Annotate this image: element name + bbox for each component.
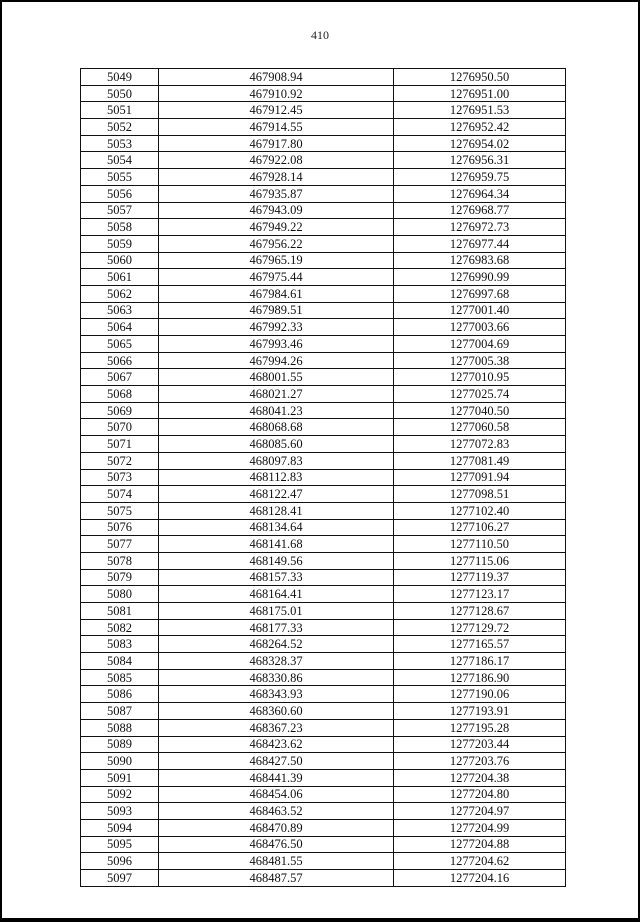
y-coordinate-cell: 1277204.88: [394, 836, 566, 853]
point-number-cell: 5075: [81, 502, 159, 519]
table-row: [81, 819, 566, 836]
table-row: [81, 369, 566, 386]
x-coordinate-cell: 468175.01: [159, 603, 394, 620]
point-number-cell: 5073: [81, 469, 159, 486]
x-coordinate-cell: 468423.62: [159, 736, 394, 753]
y-coordinate-cell: 1277203.76: [394, 753, 566, 770]
y-coordinate-cell: 1276956.31: [394, 152, 566, 169]
table-row: [81, 719, 566, 736]
table-row: [81, 285, 566, 302]
point-number-cell: 5064: [81, 319, 159, 336]
x-coordinate-cell: 467917.80: [159, 135, 394, 152]
document-page: [2, 2, 638, 918]
y-coordinate-cell: 1276977.44: [394, 235, 566, 252]
table-row: [81, 870, 566, 887]
table-row: [81, 486, 566, 503]
point-number-cell: 5054: [81, 152, 159, 169]
x-coordinate-cell: 467994.26: [159, 352, 394, 369]
page-number: 410: [311, 28, 329, 42]
point-number-cell: 5059: [81, 235, 159, 252]
y-coordinate-cell: 1277081.49: [394, 452, 566, 469]
point-number-cell: 5049: [81, 69, 159, 86]
y-coordinate-cell: 1277186.17: [394, 653, 566, 670]
point-number-cell: 5071: [81, 436, 159, 453]
point-number-cell: 5053: [81, 135, 159, 152]
table-row: [81, 502, 566, 519]
point-number-cell: 5081: [81, 603, 159, 620]
table-row: [81, 803, 566, 820]
x-coordinate-cell: 467910.92: [159, 85, 394, 102]
y-coordinate-cell: 1277040.50: [394, 402, 566, 419]
x-coordinate-cell: 467912.45: [159, 102, 394, 119]
point-number-cell: 5066: [81, 352, 159, 369]
point-number-cell: 5084: [81, 653, 159, 670]
x-coordinate-cell: 467989.51: [159, 302, 394, 319]
y-coordinate-cell: 1277098.51: [394, 486, 566, 503]
point-number-cell: 5052: [81, 119, 159, 136]
y-coordinate-cell: 1277204.62: [394, 853, 566, 870]
point-number-cell: 5070: [81, 419, 159, 436]
y-coordinate-cell: 1277204.38: [394, 769, 566, 786]
table-row: [81, 636, 566, 653]
x-coordinate-cell: 467992.33: [159, 319, 394, 336]
x-coordinate-cell: 468360.60: [159, 703, 394, 720]
table-row: [81, 269, 566, 286]
y-coordinate-cell: 1277129.72: [394, 619, 566, 636]
table-row: [81, 686, 566, 703]
y-coordinate-cell: 1277001.40: [394, 302, 566, 319]
point-number-cell: 5088: [81, 719, 159, 736]
x-coordinate-cell: 468367.23: [159, 719, 394, 736]
table-row: [81, 586, 566, 603]
x-coordinate-cell: 467949.22: [159, 219, 394, 236]
point-number-cell: 5065: [81, 336, 159, 353]
point-number-cell: 5083: [81, 636, 159, 653]
point-number-cell: 5057: [81, 202, 159, 219]
y-coordinate-cell: 1276959.75: [394, 169, 566, 186]
table-row: [81, 853, 566, 870]
y-coordinate-cell: 1276972.73: [394, 219, 566, 236]
table-row: [81, 569, 566, 586]
x-coordinate-cell: 468441.39: [159, 769, 394, 786]
table-row: [81, 252, 566, 269]
table-row: [81, 135, 566, 152]
x-coordinate-cell: 468149.56: [159, 552, 394, 569]
x-coordinate-cell: 467956.22: [159, 235, 394, 252]
x-coordinate-cell: 468068.68: [159, 419, 394, 436]
x-coordinate-cell: 467993.46: [159, 336, 394, 353]
x-coordinate-cell: 468134.64: [159, 519, 394, 536]
table-row: [81, 119, 566, 136]
point-number-cell: 5082: [81, 619, 159, 636]
table-row: [81, 619, 566, 636]
y-coordinate-cell: 1277060.58: [394, 419, 566, 436]
table-row: [81, 85, 566, 102]
x-coordinate-cell: 467922.08: [159, 152, 394, 169]
table-row: [81, 552, 566, 569]
table-row: [81, 519, 566, 536]
table-row: [81, 436, 566, 453]
coordinates-table-body: [81, 69, 566, 887]
y-coordinate-cell: 1276951.53: [394, 102, 566, 119]
y-coordinate-cell: 1277005.38: [394, 352, 566, 369]
point-number-cell: 5094: [81, 819, 159, 836]
x-coordinate-cell: 468463.52: [159, 803, 394, 820]
point-number-cell: 5060: [81, 252, 159, 269]
y-coordinate-cell: 1277190.06: [394, 686, 566, 703]
x-coordinate-cell: 468470.89: [159, 819, 394, 836]
table-row: [81, 736, 566, 753]
x-coordinate-cell: 468112.83: [159, 469, 394, 486]
table-row: [81, 235, 566, 252]
x-coordinate-cell: 468164.41: [159, 586, 394, 603]
point-number-cell: 5090: [81, 753, 159, 770]
y-coordinate-cell: 1276950.50: [394, 69, 566, 86]
y-coordinate-cell: 1276954.02: [394, 135, 566, 152]
y-coordinate-cell: 1277072.83: [394, 436, 566, 453]
x-coordinate-cell: 468343.93: [159, 686, 394, 703]
y-coordinate-cell: 1277204.80: [394, 786, 566, 803]
point-number-cell: 5089: [81, 736, 159, 753]
point-number-cell: 5076: [81, 519, 159, 536]
point-number-cell: 5096: [81, 853, 159, 870]
y-coordinate-cell: 1277195.28: [394, 719, 566, 736]
x-coordinate-cell: 468085.60: [159, 436, 394, 453]
point-number-cell: 5055: [81, 169, 159, 186]
y-coordinate-cell: 1277091.94: [394, 469, 566, 486]
coordinates-table: [80, 68, 566, 887]
x-coordinate-cell: 467914.55: [159, 119, 394, 136]
point-number-cell: 5087: [81, 703, 159, 720]
y-coordinate-cell: 1277102.40: [394, 502, 566, 519]
y-coordinate-cell: 1277204.97: [394, 803, 566, 820]
table-row: [81, 152, 566, 169]
y-coordinate-cell: 1277204.16: [394, 870, 566, 887]
x-coordinate-cell: 467928.14: [159, 169, 394, 186]
table-row: [81, 202, 566, 219]
y-coordinate-cell: 1277123.17: [394, 586, 566, 603]
y-coordinate-cell: 1277119.37: [394, 569, 566, 586]
x-coordinate-cell: 468021.27: [159, 386, 394, 403]
x-coordinate-cell: 467943.09: [159, 202, 394, 219]
table-row: [81, 753, 566, 770]
point-number-cell: 5072: [81, 452, 159, 469]
x-coordinate-cell: 467984.61: [159, 285, 394, 302]
point-number-cell: 5092: [81, 786, 159, 803]
x-coordinate-cell: 468481.55: [159, 853, 394, 870]
table-row: [81, 786, 566, 803]
point-number-cell: 5067: [81, 369, 159, 386]
point-number-cell: 5095: [81, 836, 159, 853]
y-coordinate-cell: 1277203.44: [394, 736, 566, 753]
point-number-cell: 5093: [81, 803, 159, 820]
table-row: [81, 653, 566, 670]
point-number-cell: 5058: [81, 219, 159, 236]
y-coordinate-cell: 1277106.27: [394, 519, 566, 536]
table-row: [81, 402, 566, 419]
x-coordinate-cell: 468041.23: [159, 402, 394, 419]
y-coordinate-cell: 1277003.66: [394, 319, 566, 336]
point-number-cell: 5050: [81, 85, 159, 102]
x-coordinate-cell: 468001.55: [159, 369, 394, 386]
x-coordinate-cell: 468264.52: [159, 636, 394, 653]
x-coordinate-cell: 468177.33: [159, 619, 394, 636]
point-number-cell: 5085: [81, 669, 159, 686]
point-number-cell: 5080: [81, 586, 159, 603]
point-number-cell: 5079: [81, 569, 159, 586]
y-coordinate-cell: 1277110.50: [394, 536, 566, 553]
point-number-cell: 5069: [81, 402, 159, 419]
table-row: [81, 669, 566, 686]
x-coordinate-cell: 468141.68: [159, 536, 394, 553]
table-row: [81, 386, 566, 403]
x-coordinate-cell: 468328.37: [159, 653, 394, 670]
table-row: [81, 102, 566, 119]
point-number-cell: 5062: [81, 285, 159, 302]
point-number-cell: 5077: [81, 536, 159, 553]
x-coordinate-cell: 468476.50: [159, 836, 394, 853]
x-coordinate-cell: 468128.41: [159, 502, 394, 519]
table-row: [81, 319, 566, 336]
table-row: [81, 703, 566, 720]
x-coordinate-cell: 468097.83: [159, 452, 394, 469]
x-coordinate-cell: 467935.87: [159, 185, 394, 202]
x-coordinate-cell: 468487.57: [159, 870, 394, 887]
y-coordinate-cell: 1276997.68: [394, 285, 566, 302]
table-row: [81, 352, 566, 369]
y-coordinate-cell: 1277010.95: [394, 369, 566, 386]
x-coordinate-cell: 467908.94: [159, 69, 394, 86]
point-number-cell: 5078: [81, 552, 159, 569]
y-coordinate-cell: 1276990.99: [394, 269, 566, 286]
x-coordinate-cell: 468330.86: [159, 669, 394, 686]
point-number-cell: 5074: [81, 486, 159, 503]
point-number-cell: 5056: [81, 185, 159, 202]
y-coordinate-cell: 1277025.74: [394, 386, 566, 403]
y-coordinate-cell: 1277186.90: [394, 669, 566, 686]
table-row: [81, 603, 566, 620]
y-coordinate-cell: 1276964.34: [394, 185, 566, 202]
table-row: [81, 419, 566, 436]
point-number-cell: 5097: [81, 870, 159, 887]
x-coordinate-cell: 468157.33: [159, 569, 394, 586]
point-number-cell: 5063: [81, 302, 159, 319]
table-row: [81, 469, 566, 486]
table-row: [81, 169, 566, 186]
y-coordinate-cell: 1277004.69: [394, 336, 566, 353]
table-row: [81, 69, 566, 86]
y-coordinate-cell: 1277204.99: [394, 819, 566, 836]
table-row: [81, 219, 566, 236]
x-coordinate-cell: 467975.44: [159, 269, 394, 286]
y-coordinate-cell: 1277165.57: [394, 636, 566, 653]
table-row: [81, 452, 566, 469]
table-row: [81, 185, 566, 202]
point-number-cell: 5068: [81, 386, 159, 403]
y-coordinate-cell: 1277193.91: [394, 703, 566, 720]
x-coordinate-cell: 468122.47: [159, 486, 394, 503]
y-coordinate-cell: 1276968.77: [394, 202, 566, 219]
y-coordinate-cell: 1276951.00: [394, 85, 566, 102]
point-number-cell: 5051: [81, 102, 159, 119]
y-coordinate-cell: 1277128.67: [394, 603, 566, 620]
table-row: [81, 769, 566, 786]
x-coordinate-cell: 467965.19: [159, 252, 394, 269]
table-row: [81, 302, 566, 319]
table-row: [81, 836, 566, 853]
x-coordinate-cell: 468427.50: [159, 753, 394, 770]
x-coordinate-cell: 468454.06: [159, 786, 394, 803]
y-coordinate-cell: 1276983.68: [394, 252, 566, 269]
y-coordinate-cell: 1276952.42: [394, 119, 566, 136]
point-number-cell: 5086: [81, 686, 159, 703]
table-row: [81, 536, 566, 553]
y-coordinate-cell: 1277115.06: [394, 552, 566, 569]
point-number-cell: 5061: [81, 269, 159, 286]
point-number-cell: 5091: [81, 769, 159, 786]
table-row: [81, 336, 566, 353]
